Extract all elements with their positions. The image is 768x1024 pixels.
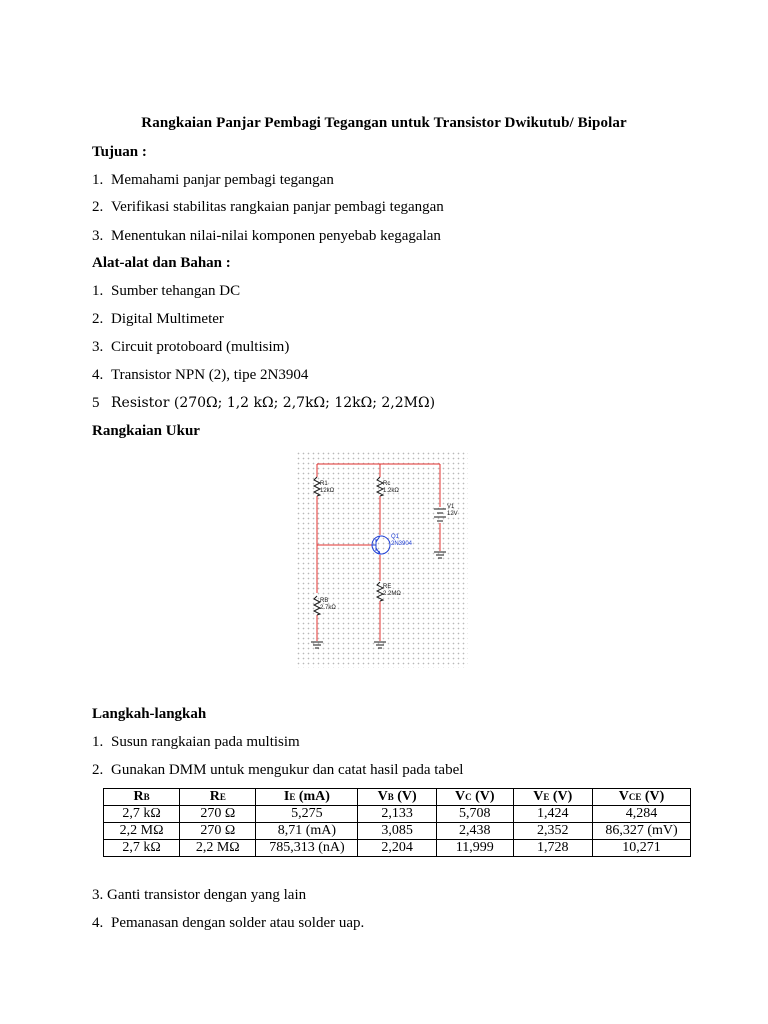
measurement-table xyxy=(103,788,691,857)
table-cell: 2,438 xyxy=(436,823,513,840)
table-cell: 3,085 xyxy=(358,823,436,840)
langkah-item-number: 4. xyxy=(92,915,104,931)
v1-battery xyxy=(434,509,446,521)
rc-name: Rc xyxy=(383,481,391,487)
circuit-schematic-svg xyxy=(296,451,468,668)
table-row xyxy=(104,806,691,823)
ground-rb xyxy=(311,642,323,648)
table-cell: 2,352 xyxy=(513,823,592,840)
v1-value: 12V xyxy=(447,511,458,517)
table-cell: 10,271 xyxy=(592,840,690,857)
table-cell: 2,7 kΩ xyxy=(104,840,180,857)
alat-item-text: Circuit protoboard (multisim) xyxy=(111,339,290,355)
langkah-item-4 xyxy=(92,915,364,932)
r1-name: R1 xyxy=(320,481,328,487)
langkah-item-number: 2. xyxy=(92,762,104,778)
tujuan-heading: Tujuan : xyxy=(92,144,147,160)
langkah-heading: Langkah-langkah xyxy=(92,706,207,722)
table-cell: 1,424 xyxy=(513,806,592,823)
re-name: RE xyxy=(383,584,392,590)
re-value: 2.2MΩ xyxy=(383,591,401,597)
langkah-item-number: 1. xyxy=(92,734,104,750)
rangkaian-heading: Rangkaian Ukur xyxy=(92,423,200,439)
langkah-item-text: Gunakan DMM untuk mengukur dan catat hasil pada tabel xyxy=(111,762,464,778)
alat-item-text: Transistor NPN (2), tipe 2N3904 xyxy=(111,367,309,383)
alat-item-5 xyxy=(92,395,435,412)
rc-value: 1.2kΩ xyxy=(383,488,399,494)
alat-item-number: 4. xyxy=(92,367,104,383)
alat-item-number: 5 xyxy=(92,395,100,411)
langkah-item-3 xyxy=(92,887,306,904)
table-cell: 8,71 (mA) xyxy=(256,823,358,840)
header-vb: VB (V) xyxy=(358,789,436,806)
alat-item-2 xyxy=(92,311,224,328)
alat-heading: Alat-alat dan Bahan : xyxy=(92,255,231,271)
table-cell: 2,133 xyxy=(358,806,436,823)
alat-item-4 xyxy=(92,367,308,384)
tujuan-item-number: 2. xyxy=(92,199,104,215)
table-cell: 270 Ω xyxy=(180,823,256,840)
table-cell: 270 Ω xyxy=(180,806,256,823)
tujuan-item-text: Verifikasi stabilitas rangkaian panjar pembagi tegangan xyxy=(111,199,444,215)
document-title: Rangkaian Panjar Pembagi Tegangan untuk Transistor Dwikutub/ Bipolar xyxy=(141,115,627,131)
alat-item-1 xyxy=(92,283,240,300)
rb-name: RB xyxy=(320,598,329,604)
langkah-item-text: 3. Ganti transistor dengan yang lain xyxy=(92,887,307,903)
table-row xyxy=(104,823,691,840)
q1-transistor xyxy=(372,536,390,554)
table-cell: 4,284 xyxy=(592,806,690,823)
alat-item-text: Digital Multimeter xyxy=(111,311,224,327)
alat-item-text: Resistor (270Ω; 1,2 kΩ; 2,7kΩ; 12kΩ; 2,2MΩ) xyxy=(111,395,436,411)
langkah-item-1 xyxy=(92,734,300,751)
langkah-item-2 xyxy=(92,762,463,779)
ground-v1 xyxy=(434,552,446,558)
q1-type: 2N3904 xyxy=(391,541,413,547)
header-rb: RB xyxy=(104,789,180,806)
header-vce: VCE (V) xyxy=(592,789,690,806)
r1-value: 12kΩ xyxy=(320,488,335,494)
header-re: RE xyxy=(180,789,256,806)
tujuan-item-number: 3. xyxy=(92,228,104,244)
alat-item-text: Sumber tehangan DC xyxy=(111,283,241,299)
tujuan-item-2 xyxy=(92,199,444,216)
table-cell: 2,7 kΩ xyxy=(104,806,180,823)
table-header-row xyxy=(104,789,691,806)
rb-value: 2.7kΩ xyxy=(320,605,336,611)
v1-name: V1 xyxy=(447,504,455,510)
alat-item-number: 1. xyxy=(92,283,104,299)
tujuan-item-text: Menentukan nilai-nilai komponen penyebab kegagalan xyxy=(111,228,441,244)
table-cell: 785,313 (nA) xyxy=(256,840,358,857)
alat-item-number: 2. xyxy=(92,311,104,327)
header-ie: IE (mA) xyxy=(256,789,358,806)
header-ve: VE (V) xyxy=(513,789,592,806)
alat-item-3 xyxy=(92,339,289,356)
q1-name: Q1 xyxy=(391,534,400,540)
tujuan-item-text: Memahami panjar pembagi tegangan xyxy=(111,172,334,188)
table-cell: 1,728 xyxy=(513,840,592,857)
langkah-item-text: Susun rangkaian pada multisim xyxy=(111,734,300,750)
table-cell: 5,275 xyxy=(256,806,358,823)
ground-re xyxy=(374,642,386,648)
tujuan-item-number: 1. xyxy=(92,172,104,188)
table-cell: 2,2 MΩ xyxy=(104,823,180,840)
table-row xyxy=(104,840,691,857)
tujuan-item-1 xyxy=(92,172,334,189)
alat-item-number: 3. xyxy=(92,339,104,355)
tujuan-item-3 xyxy=(92,228,441,245)
table-cell: 86,327 (mV) xyxy=(592,823,690,840)
header-vc: VC (V) xyxy=(436,789,513,806)
table-cell: 11,999 xyxy=(436,840,513,857)
langkah-item-text: Pemanasan dengan solder atau solder uap. xyxy=(111,915,365,931)
table-cell: 2,2 MΩ xyxy=(180,840,256,857)
table-cell: 5,708 xyxy=(436,806,513,823)
table-cell: 2,204 xyxy=(358,840,436,857)
circuit-schematic xyxy=(296,451,468,668)
